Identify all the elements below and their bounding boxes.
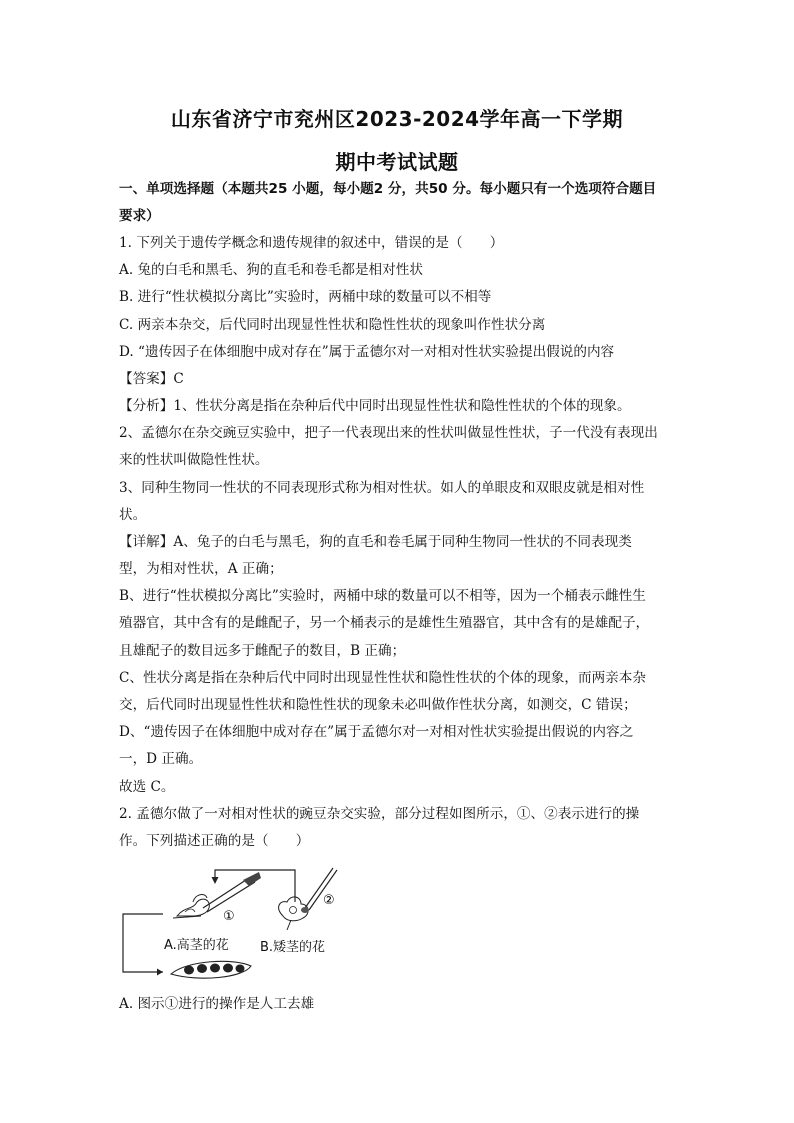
document-subtitle: 期中考试试题: [335, 150, 459, 174]
detail-line: 【详解】A、兔子的白毛与黑毛，狗的直毛和卷毛属于同种生物同一性状的不同表现类: [119, 534, 632, 550]
detail-line: 型，为相对性状，A 正确；: [119, 561, 283, 577]
detail-line: D、“遗传因子在体细胞中成对存在”属于孟德尔对一对相对性状实验提出假说的内容之: [119, 724, 634, 740]
flower-b-icon: [279, 897, 308, 930]
question-1-option-b: B. 进行“性状模拟分离比”实验时，两桶中球的数量可以不相等: [119, 289, 492, 305]
question-1-option-d: D. “遗传因子在体细胞中成对存在”属于孟德尔对一对相对性状实验提出假说的内容: [119, 344, 615, 360]
question-2-stem: 2. 孟德尔做了一对相对性状的豌豆杂交实验，部分过程如图所示，①、②表示进行的操: [119, 806, 640, 822]
flower-a-icon: [173, 895, 209, 918]
question-1-answer: 【答案】C: [119, 371, 184, 387]
question-1-stem: 1. 下列关于遗传学概念和遗传规律的叙述中，错误的是（ ）: [119, 235, 504, 251]
document-title: 山东省济宁市兖州区2023-2024学年高一下学期: [170, 107, 624, 131]
analysis-line: 3、同种生物同一性状的不同表现形式称为相对性状。如人的单眼皮和双眼皮就是相对性: [119, 480, 645, 496]
detail-line: 殖器官，其中含有的是雌配子，另一个桶表示的是雄性生殖器官，其中含有的是雄配子，: [119, 615, 650, 631]
flower-a-label: A.高茎的花: [164, 938, 229, 953]
question-1-option-c: C. 两亲本杂交，后代同时出现显性性状和隐性性状的现象叫作性状分离: [119, 317, 546, 333]
tweezers-icon: [203, 872, 261, 912]
detail-line: B、进行“性状模拟分离比”实验时，两桶中球的数量可以不相等，因为一个桶表示雌性生: [119, 588, 646, 604]
section-heading: 一、单项选择题（本题共25 小题，每小题2 分，共50 分。每小题只有一个选项符合题目: [119, 181, 657, 197]
detail-line: 且雄配子的数目远多于雌配子的数目，B 正确；: [119, 643, 406, 659]
question-1-option-a: A. 兔的白毛和黑毛、狗的直毛和卷毛都是相对性状: [119, 262, 423, 278]
flower-b-label: B.矮茎的花: [260, 940, 326, 955]
analysis-line: 来的性状叫做隐性性状。: [119, 452, 269, 468]
detail-line: C、性状分离是指在杂种后代中同时出现显性性状和隐性性状的个体的现象，而两亲本杂: [119, 670, 646, 686]
detail-line: 故选 C。: [119, 779, 175, 795]
detail-line: 交，后代同时出现显性性状和隐性性状的现象未必叫做作性状分离，如测交，C 错误；: [119, 697, 637, 713]
analysis-line: 【分析】1、性状分离是指在杂种后代中同时出现显性性状和隐性性状的个体的现象。: [119, 398, 631, 414]
mark-2: ②: [323, 893, 335, 908]
pea-cross-figure: [115, 862, 355, 988]
analysis-line: 状。: [119, 507, 147, 523]
pea-pod-icon: [171, 961, 251, 978]
analysis-line: 2、孟德尔在杂交豌豆实验中，把子一代表现出来的性状叫做显性性状，子一代没有表现出: [119, 425, 658, 441]
detail-line: 一，D 正确。: [119, 751, 203, 767]
question-2-option-a: A. 图示①进行的操作是人工去雄: [119, 996, 315, 1012]
pea-cross-diagram: [115, 862, 355, 988]
mark-1: ①: [223, 909, 235, 924]
question-2-stem-cont: 作。下列描述正确的是（ ）: [119, 833, 310, 849]
section-heading-cont: 要求）: [119, 208, 160, 224]
